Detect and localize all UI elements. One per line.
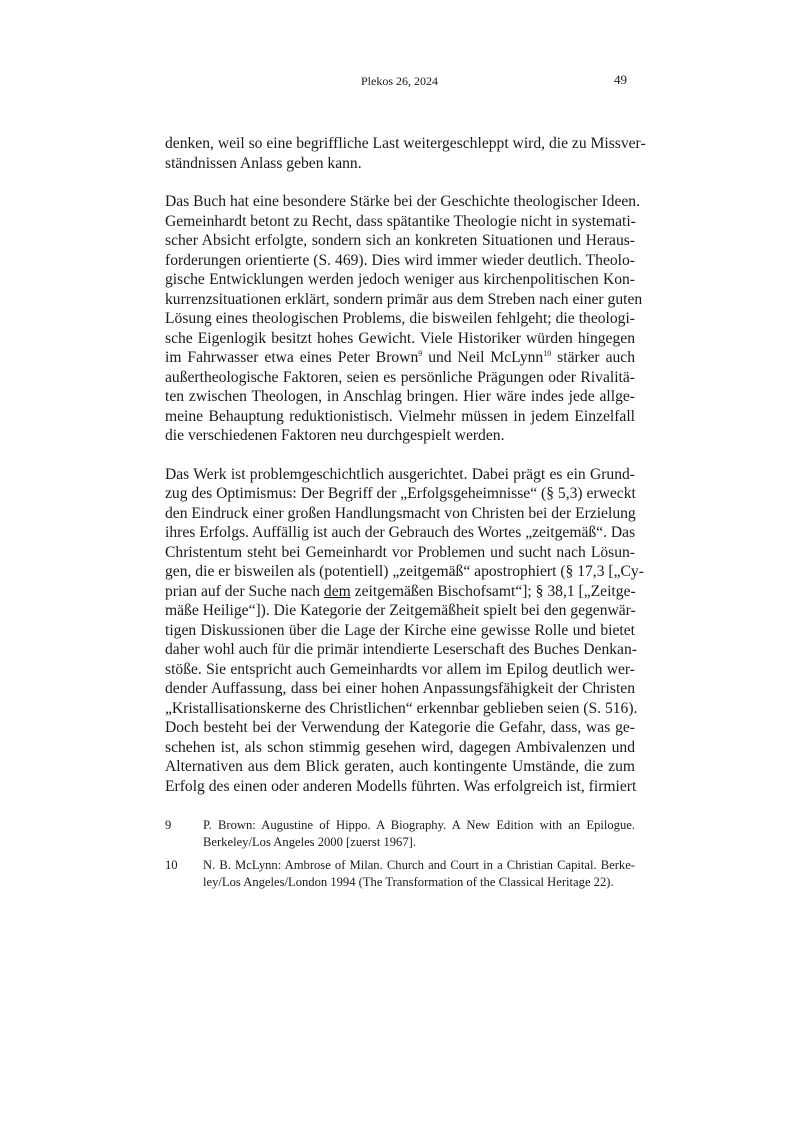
text-line: außertheologische Faktoren, seien es persönliche Prägungen oder Rivalitä-	[165, 368, 635, 386]
text-line: „Kristallisationskerne des Christlichen“ erkennbar geblieben seien (S. 516).	[165, 699, 638, 717]
text-line: schehen ist, als schon stimmig gesehen wird, dagegen Ambivalenzen und	[165, 738, 635, 756]
text-line: mäße Heilige“]). Die Kategorie der Zeitgemäßheit spielt bei den gegenwär-	[165, 602, 636, 619]
text-line: ley/Los Angeles/London 1994 (The Transformation of the Classical Heritage 22).	[203, 875, 614, 889]
text-line: forderungen orientierte (S. 469). Dies wird immer wieder deutlich. Theolo-	[165, 251, 635, 269]
text-line: daher wohl auch für die primär intendierte Leserschaft des Buches Denkan-	[165, 641, 637, 658]
text-line: Alternativen aus dem Blick geraten, auch kontingente Umstände, die zum	[165, 758, 635, 775]
text-line: ihres Erfolgs. Auffällig ist auch der Gebrauch des Wortes „zeitgemäß“. Das	[165, 524, 636, 541]
text-line: gen, die er bisweilen als (potentiell) „zeitgemäß“ apostrophiert (§ 17,3 [„Cy-	[165, 563, 644, 580]
footnote-ref: 9	[418, 349, 423, 358]
emphasis-underline: dem	[323, 582, 351, 600]
text-line: gische Entwicklungen werden jedoch weniger aus kirchenpolitischen Kon-	[165, 271, 635, 288]
text-line: Das Buch hat eine besondere Stärke bei der Geschichte theologischer Ideen.	[165, 193, 640, 210]
text-line: Berkeley/Los Angeles 2000 [zuerst 1967].	[203, 835, 416, 849]
text-line: P. Brown: Augustine of Hippo. A Biography. A New Edition with an Epilogue.	[203, 818, 635, 832]
text-line	[165, 348, 635, 368]
text-line: stöße. Sie entspricht auch Gemeinhardts vor allem im Epilog deutlich wer-	[165, 660, 635, 678]
footnote-number: 10	[165, 858, 178, 872]
text-line: ten zwischen Theologen, in Anschlag bringen. Hier wäre indes jede allge-	[165, 388, 635, 405]
text-line: Lösung eines theologischen Problems, die bisweilen fehlgeht; die theologi-	[165, 310, 635, 327]
footnotes	[165, 817, 635, 897]
running-head: Plekos 26, 2024	[360, 74, 438, 88]
text-line: Gemeinhardt betont zu Recht, dass spätantike Theologie nicht in systemati-	[165, 212, 636, 230]
text-line: den Eindruck einer großen Handlungsmacht von Christen bei der Erzielung	[165, 504, 636, 522]
text-line: Das Werk ist problemgeschichtlich ausgerichtet. Dabei prägt es ein Grund-	[165, 465, 635, 483]
text-line: sche Eigenlogik besitzt hohes Gewicht. Viele Historiker würden hingegen	[165, 329, 635, 347]
page-number: 49	[614, 72, 627, 87]
footnote-text	[203, 857, 635, 891]
text-line: ständnissen Anlass geben kann.	[165, 154, 362, 172]
text-line	[165, 582, 635, 602]
text-line: Erfolg des einen oder anderen Modells führten. Was erfolgreich ist, firmiert	[165, 777, 637, 795]
text-line: dender Auffassung, dass bei einer hohen Anpassungsfähigkeit der Christen	[165, 680, 635, 697]
text-span: und Neil McLynn	[422, 349, 544, 366]
text-line: die verschiedenen Faktoren neu durchgespielt werden.	[165, 427, 505, 444]
footnote-number: 9	[165, 818, 172, 832]
text-line: kurrenzsituationen erklärt, sondern primär aus dem Streben nach einer guten	[165, 290, 643, 308]
text-line: Christentum steht bei Gemeinhardt vor Problemen und sucht nach Lösun-	[165, 543, 635, 561]
footnote	[165, 817, 635, 851]
text-span: im Fahrwasser etwa eines Peter Brown	[165, 349, 419, 366]
paragraph	[165, 192, 643, 446]
text-line: N. B. McLynn: Ambrose of Milan. Church and Court in a Christian Capital. Berke-	[203, 858, 635, 872]
text-line: zug des Optimismus: Der Begriff der „Erfolgsgeheimnisse“ (§ 5,3) erweckt	[165, 485, 636, 502]
paragraph	[165, 134, 646, 173]
text-line: denken, weil so eine begriffliche Last weitergeschleppt wird, die zu Missver-	[165, 135, 646, 152]
footnote-text	[203, 817, 635, 851]
text-span: zeitgemäßen Bischofsamt“]; § 38,1 [„Zeitge-	[350, 582, 636, 600]
paragraph	[165, 465, 644, 797]
text-line: tigen Diskussionen über die Lage der Kirche eine gewisse Rolle und bietet	[165, 621, 635, 639]
text-span: stärker auch	[551, 349, 635, 366]
body-text	[165, 134, 646, 815]
text-line: scher Absicht erfolgte, sondern sich an konkreten Situationen und Heraus-	[165, 232, 635, 249]
footnote-ref: 10	[543, 349, 552, 358]
text-line: meine Behauptung reduktionistisch. Vielmehr müssen in jedem Einzelfall	[165, 407, 635, 425]
text-line: Doch besteht bei der Verwendung der Kategorie die Gefahr, dass, was ge-	[165, 719, 635, 736]
text-span: prian auf der Suche nach	[165, 582, 324, 600]
footnote	[165, 857, 635, 891]
